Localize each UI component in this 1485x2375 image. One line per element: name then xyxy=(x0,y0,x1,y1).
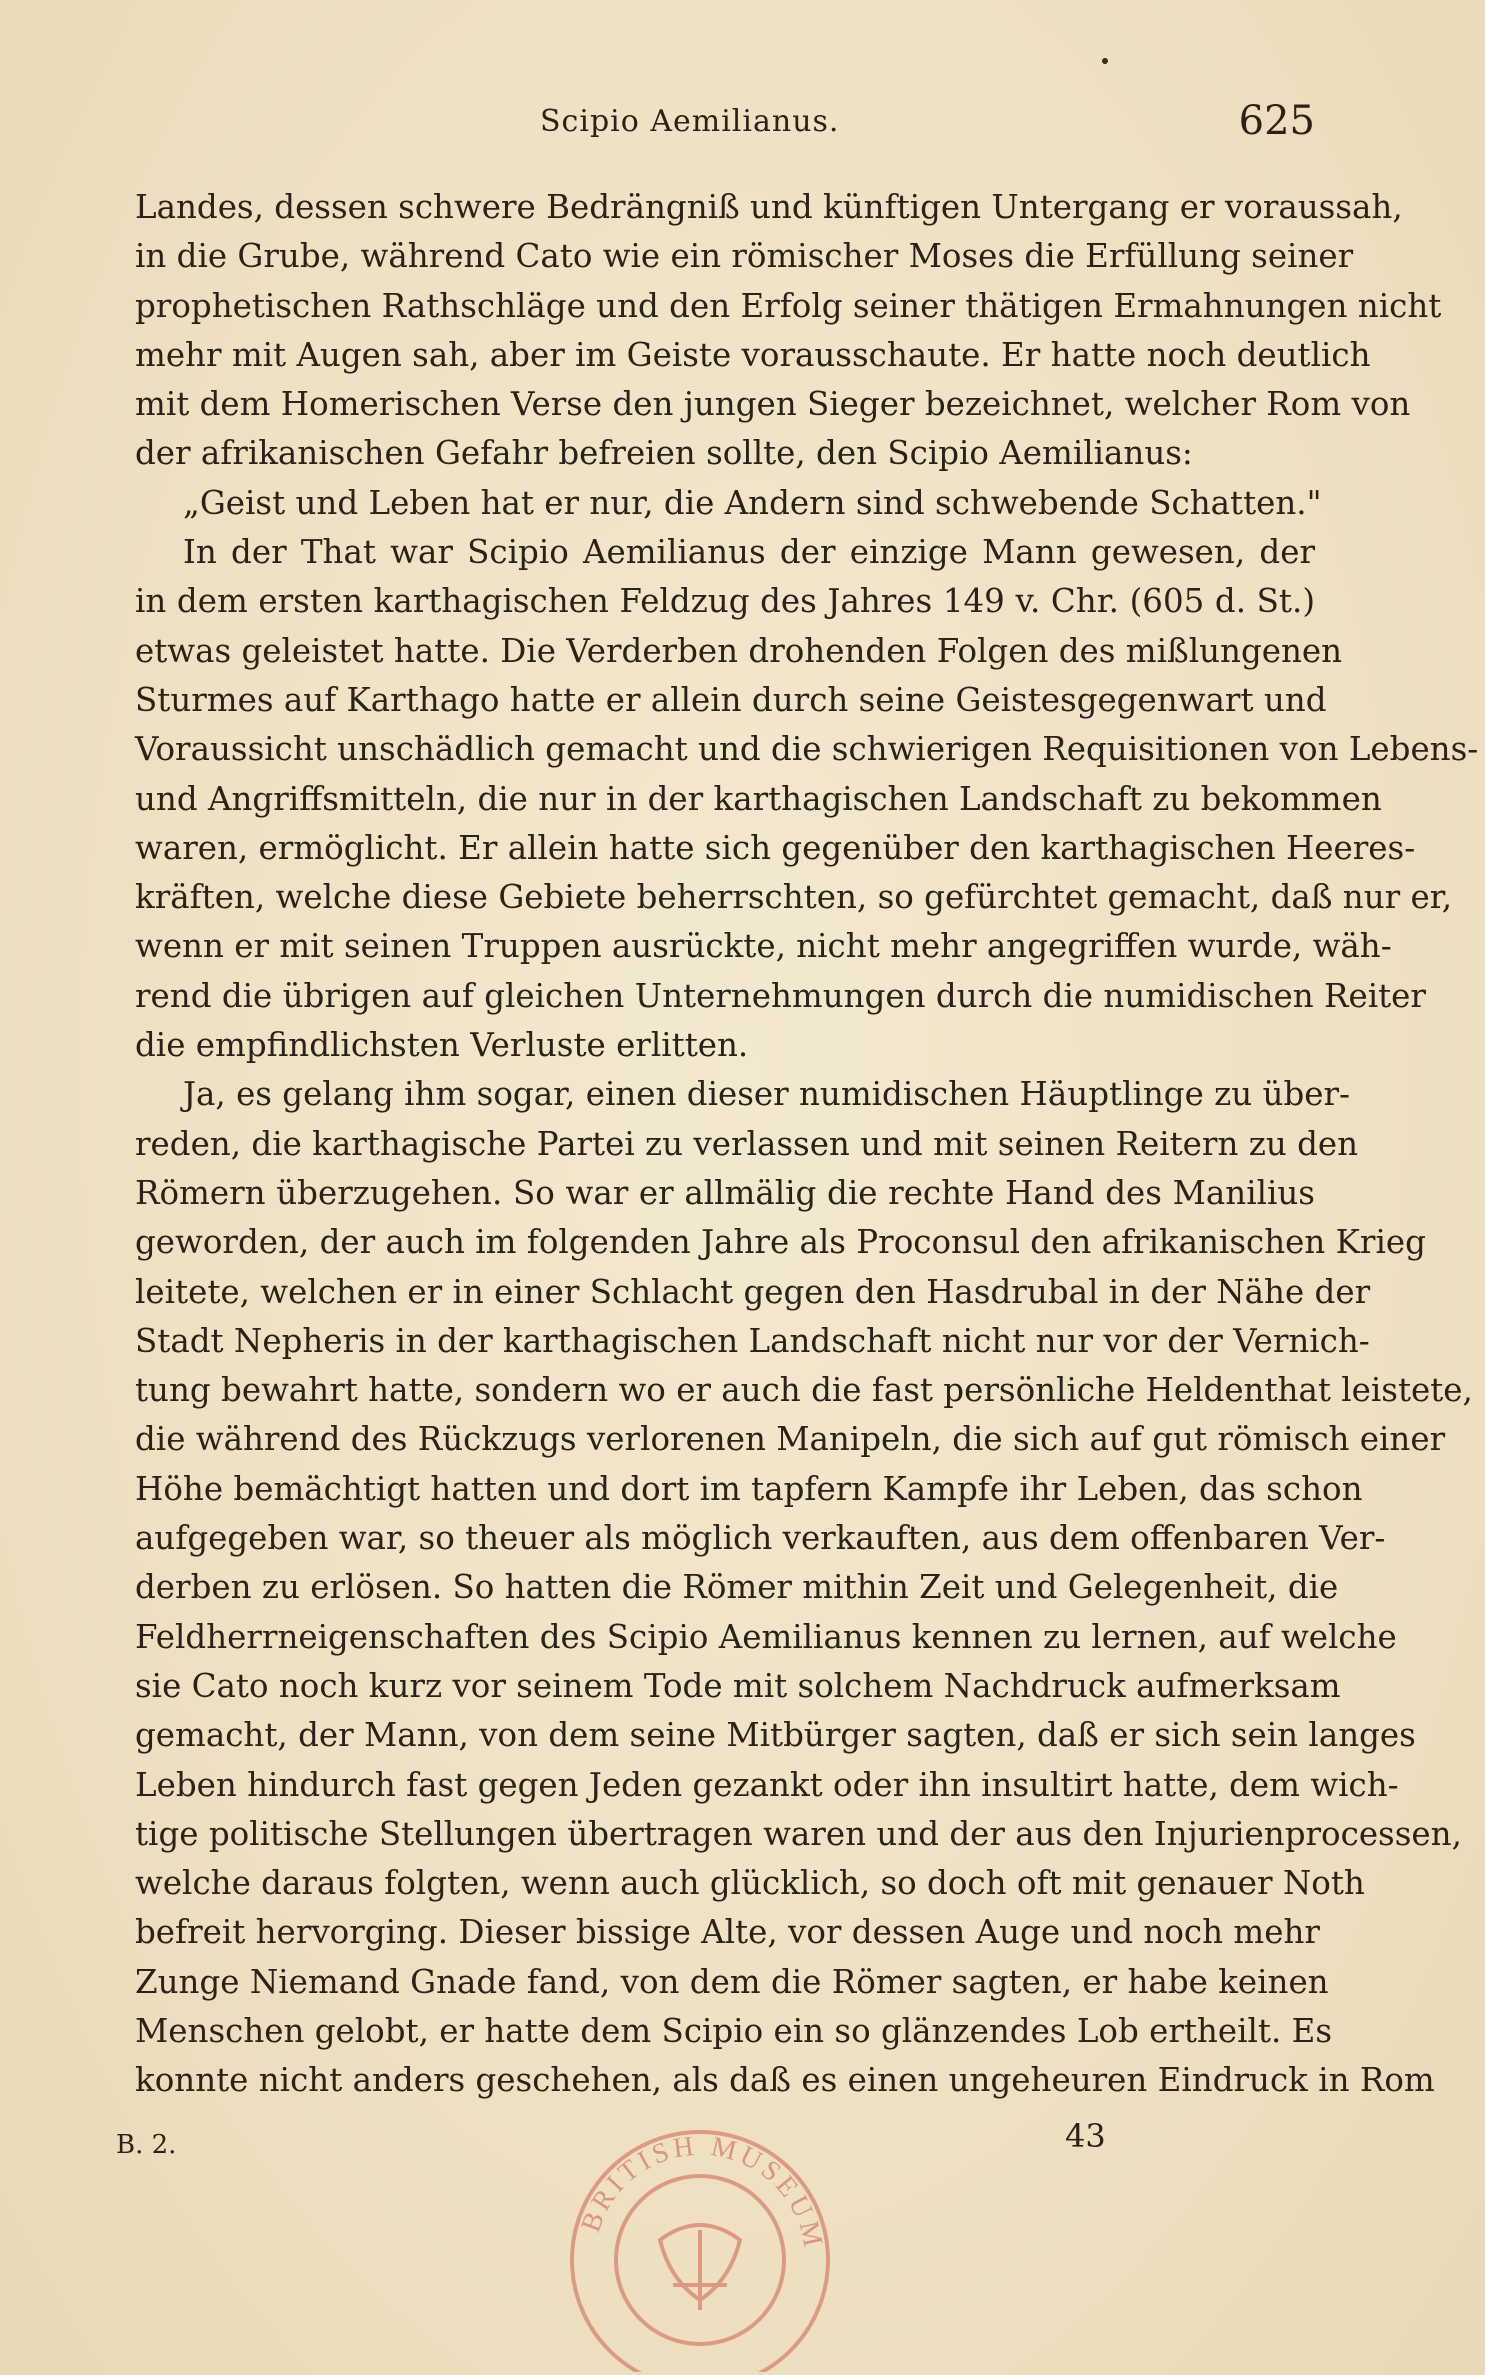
text-line: aufgegeben war, so theuer als möglich verkauften, aus dem offenbaren Ver- xyxy=(135,1519,1386,1558)
text-line: Landes, dessen schwere Bedrängniß und künftigen Untergang er voraussah, xyxy=(135,188,1403,226)
text-line: mehr mit Augen sah, aber im Geiste vorausschaute. Er hatte noch deutlich xyxy=(135,335,1371,374)
text-line: die während des Rückzugs verlorenen Manipeln, die sich auf gut römisch einer xyxy=(135,1420,1446,1459)
text-line: tung bewahrt hatte, sondern wo er auch die fast persönliche Heldenthat leistete, xyxy=(135,1371,1473,1410)
text-line: Römern überzugehen. So war er allmälig die rechte Hand des Manilius xyxy=(135,1173,1315,1212)
text-line: leitete, welchen er in einer Schlacht gegen den Hasdrubal in der Nähe der xyxy=(135,1272,1371,1311)
text-line: Menschen gelobt, er hatte dem Scipio ein so glänzendes Lob ertheilt. Es xyxy=(135,2011,1333,2050)
library-stamp-icon xyxy=(555,2110,845,2372)
text-line: reden, die karthagische Partei zu verlassen und mit seinen Reitern zu den xyxy=(135,1124,1359,1163)
text-line: und Angriffsmitteln, die nur in der karthagischen Landschaft zu bekommen xyxy=(135,779,1382,818)
signature-mark: B. 2. xyxy=(116,2130,177,2160)
text-line: konnte nicht anders geschehen, als daß es einen ungeheuren Eindruck in Rom xyxy=(135,2061,1435,2100)
text-line: waren, ermöglicht. Er allein hatte sich gegenüber den karthagischen Heeres- xyxy=(135,828,1416,867)
text-line: welche daraus folgten, wenn auch glücklich, so doch oft mit genauer Noth xyxy=(135,1864,1365,1903)
text-line: in dem ersten karthagischen Feldzug des Jahres 149 v. Chr. (605 d. St.) xyxy=(135,582,1315,621)
paragraph-start: Ja, es gelang ihm sogar, einen dieser numidischen Häuptlinge zu über- xyxy=(183,1075,1351,1114)
text-line: Voraussicht unschädlich gemacht und die schwierigen Requisitionen von Lebens- xyxy=(135,730,1479,769)
text-line: Höhe bemächtigt hatten und dort im tapfern Kampfe ihr Leben, das schon xyxy=(135,1469,1363,1508)
text-line: der afrikanischen Gefahr befreien sollte, den Scipio Aemilianus: xyxy=(135,434,1193,473)
text-line: gemacht, der Mann, von dem seine Mitbürger sagten, daß er sich sein langes xyxy=(135,1716,1416,1755)
ink-speck xyxy=(1101,57,1109,65)
text-line: rend die übrigen auf gleichen Unternehmungen durch die numidischen Reiter xyxy=(135,976,1426,1015)
text-line: Zunge Niemand Gnade fand, von dem die Römer sagten, er habe keinen xyxy=(135,1962,1329,2001)
text-line: wenn er mit seinen Truppen ausrückte, nicht mehr angegriffen wurde, wäh- xyxy=(135,927,1392,966)
running-head: Scipio Aemilianus. xyxy=(540,104,840,139)
text-line: Leben hindurch fast gegen Jeden gezankt oder ihn insultirt hatte, dem wich- xyxy=(135,1765,1399,1804)
stamp-text: BRITISH MUSEUM xyxy=(575,2130,830,2254)
text-line: in die Grube, während Cato wie ein römischer Moses die Erfüllung seiner xyxy=(135,237,1354,276)
text-line: Sturmes auf Karthago hatte er allein durch seine Geistesgegenwart und xyxy=(135,680,1327,719)
text-line: kräften, welche diese Gebiete beherrschten, so gefürchtet gemacht, daß nur er, xyxy=(135,878,1453,917)
text-line: tige politische Stellungen übertragen waren und der aus den Injurienprocessen, xyxy=(135,1814,1462,1853)
sheet-number: 43 xyxy=(1065,2117,1106,2155)
quote-line: „Geist und Leben hat er nur, die Andern sind schwebende Schatten." xyxy=(183,483,1322,522)
page-header xyxy=(120,98,1315,148)
text-line: prophetischen Rathschläge und den Erfolg seiner thätigen Ermahnungen nicht xyxy=(135,286,1442,325)
body-text xyxy=(135,183,1479,2106)
text-line: Stadt Nepheris in der karthagischen Landschaft nicht nur vor der Vernich- xyxy=(135,1321,1370,1360)
paragraph-start: In der That war Scipio Aemilianus der einzige Mann gewesen, der xyxy=(183,533,1315,572)
text-line: mit dem Homerischen Verse den jungen Sieger bezeichnet, welcher Rom von xyxy=(135,385,1411,424)
text-line: geworden, der auch im folgenden Jahre als Proconsul den afrikanischen Krieg xyxy=(135,1223,1426,1262)
text-line: derben zu erlösen. So hatten die Römer mithin Zeit und Gelegenheit, die xyxy=(135,1568,1339,1607)
text-line: Feldherrneigenschaften des Scipio Aemilianus kennen zu lernen, auf welche xyxy=(135,1617,1397,1656)
text-line: sie Cato noch kurz vor seinem Tode mit solchem Nachdruck aufmerksam xyxy=(135,1666,1341,1705)
text-line: die empfindlichsten Verluste erlitten. xyxy=(135,1026,749,1065)
text-line: befreit hervorging. Dieser bissige Alte, vor dessen Auge und noch mehr xyxy=(135,1913,1320,1952)
page-number: 625 xyxy=(1238,98,1315,144)
text-line: etwas geleistet hatte. Die Verderben drohenden Folgen des mißlungenen xyxy=(135,631,1343,670)
